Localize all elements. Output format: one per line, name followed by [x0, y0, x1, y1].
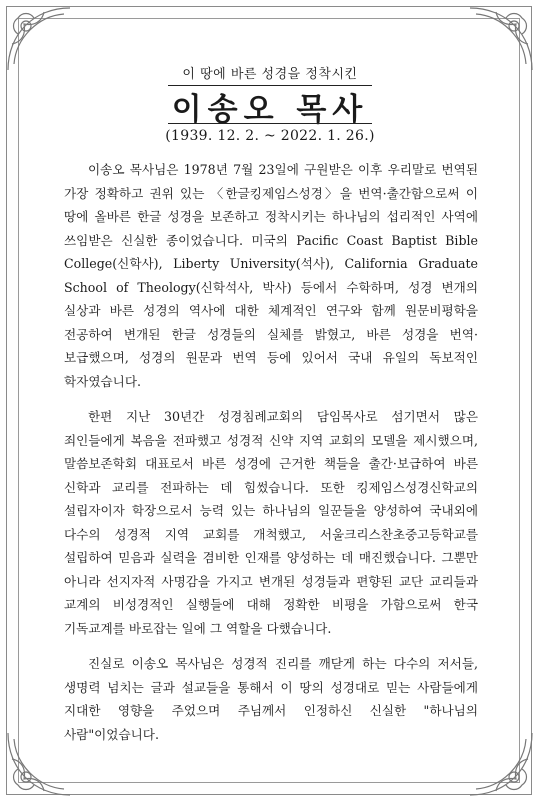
paragraph-1: 이송오 목사님은 1978년 7월 23일에 구원받은 이후 우리말로 번역된 가장 정확하고 권위 있는 〈한글킹제임스성경〉을 번역·출간함으로써 이 땅에 올바른 한글 성경을 보존하고 정착시키는 하나님의 섭리적인 사역에 쓰임받은 신실한 종이었습니다. 미국의 Pacific Coast Baptist Bible College(신학사), Liberty University(석사), California Graduate School of Theology(신학석사, 박사) 등에서 수학하며, 성경 변개의 실상과 바른 성경의 역사에 대한 체계적인 연구와 함께 원문비평학을 전공하여 변개된 한글 성경들의 실체를 밝혔고, 바른 성경을 번역·보급했으며, 성경의 원문과 번역 등에 있어서 국내 유일의 독보적인 학자였습니다. — [64, 162, 478, 389]
title-bottom-rule — [168, 123, 372, 124]
page-title: 이송오 목사 — [171, 92, 369, 128]
paragraph-3: 진실로 이송오 목사님은 성경적 진리를 깨닫게 하는 다수의 저서들, 생명력 넘치는 글과 설교들을 통해서 이 땅의 성경대로 믿는 사람들에게 지대한 영향을 주었으며 주님께서 인정하신 신실한 "하나님의 사람"이었습니다. — [64, 656, 478, 742]
life-dates: (1939. 12. 2. ~ 2022. 1. 26.) — [165, 128, 375, 144]
biography-body — [64, 158, 478, 758]
subtitle: 이 땅에 바른 성경을 정착시킨 — [182, 67, 358, 82]
paragraph-2: 한편 지난 30년간 성경침례교회의 담임목사로 섬기면서 많은 죄인들에게 복음을 전파했고 성경적 신약 지역 교회의 모델을 제시했으며, 말씀보존학회 대표로서 바른 성경에 근거한 책들을 출간·보급하여 바른 신학과 교리를 전파하는 데 힘썼습니다. 또한 킹제임스성경신학교의 설립자이자 학장으로서 능력 있는 하나님의 일꾼들을 양성하여 국내외에 다수의 성경적 지역 교회를 개척했고, 서울크리스찬초중고등학교를 설립하여 믿음과 실력을 겸비한 인재를 양성하는 데 매진했습니다. 그뿐만 아니라 선지자적 사명감을 가지고 변개된 성경들과 편향된 교단 교리들과 교계의 비성경적인 실행들에 대해 정확한 비평을 가함으로써 한국 기독교계를 바로잡는 일에 그 역할을 다했습니다. — [64, 409, 478, 636]
